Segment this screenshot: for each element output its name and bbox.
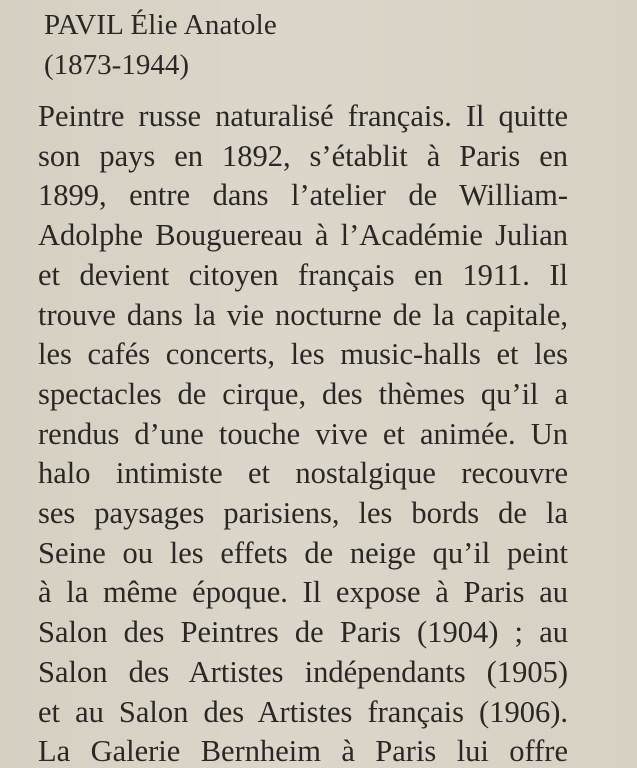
bio-line: à la même époque. Il expose à Paris au: [38, 575, 568, 610]
bio-line: son pays en 1892, s’établit à Paris en: [38, 138, 568, 173]
bio-line-cut-off: La Galerie Bernheim à Paris lui offre: [38, 734, 568, 768]
bio-line: Adolphe Bouguereau à l’Académie Julian: [38, 218, 568, 253]
bio-line: Peintre russe naturalisé français. Il quitte: [38, 99, 568, 133]
bio-line: et devient citoyen français en 1911. Il: [38, 257, 568, 292]
bio-line: 1899, entre dans l’atelier de William-: [38, 178, 568, 213]
artist-dates: (1873-1944): [44, 49, 189, 81]
biography-text: [38, 97, 574, 768]
artist-name: PAVIL Élie Anatole: [44, 9, 277, 41]
bio-line: et au Salon des Artistes français (1906).: [38, 694, 568, 729]
bio-line: Salon des Peintres de Paris (1904) ; au: [38, 615, 568, 650]
bio-line: Salon des Artistes indépendants (1905): [38, 654, 568, 689]
bio-line: Seine ou les effets de neige qu’il peint: [38, 535, 568, 570]
bio-line: spectacles de cirque, des thèmes qu’il a: [38, 376, 568, 411]
bio-line: halo intimiste et nostalgique recouvre: [38, 456, 568, 491]
bio-line: trouve dans la vie nocturne de la capitale,: [38, 297, 568, 332]
bio-line: rendus d’une touche vive et animée. Un: [38, 416, 568, 451]
bio-line: les cafés concerts, les music-halls et les: [38, 337, 568, 372]
artist-header: [44, 5, 604, 85]
bio-line: ses paysages parisiens, les bords de la: [38, 496, 568, 531]
